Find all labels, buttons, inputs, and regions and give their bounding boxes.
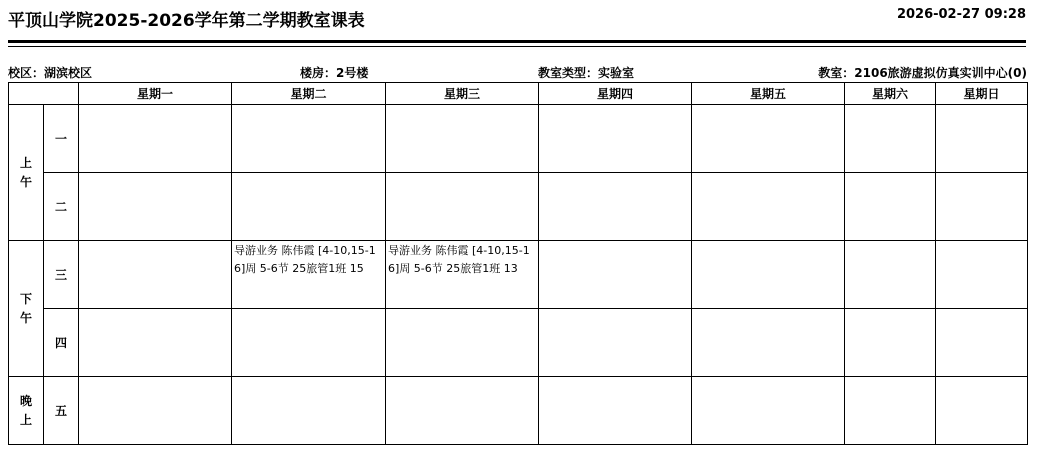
schedule-cell <box>845 241 936 309</box>
period-row <box>9 173 1028 241</box>
schedule-cell <box>79 105 232 173</box>
period-number: 四 <box>44 309 79 377</box>
day-header: 星期二 <box>232 83 386 105</box>
schedule-cell <box>936 377 1028 445</box>
schedule-cell <box>232 105 386 173</box>
schedule-cell <box>845 105 936 173</box>
day-header: 星期一 <box>79 83 232 105</box>
schedule-cell <box>936 241 1028 309</box>
schedule-cell <box>936 173 1028 241</box>
day-header: 星期六 <box>845 83 936 105</box>
schedule-table <box>8 82 1028 445</box>
period-row <box>9 241 1028 309</box>
course-entry: 导游业务 陈伟霞 [4-10,15-16]周 5-6节 25旅管1班 15 <box>234 244 376 275</box>
schedule-cell <box>539 377 692 445</box>
schedule-cell <box>539 309 692 377</box>
period-group-evening <box>9 377 44 445</box>
schedule-cell <box>539 105 692 173</box>
period-row <box>9 105 1028 173</box>
period-group-char: 下 <box>19 291 32 306</box>
period-group-morning <box>9 105 44 241</box>
room-info: 教室：2106旅游虚拟仿真实训中心(0) <box>818 66 1027 80</box>
schedule-cell <box>232 241 386 309</box>
print-timestamp: 2026-02-27 09:28 <box>896 7 1026 22</box>
schedule-cell <box>386 241 539 309</box>
building-info: 楼房：2号楼 <box>300 66 369 80</box>
schedule-cell <box>692 105 845 173</box>
day-header: 星期五 <box>692 83 845 105</box>
period-number: 五 <box>44 377 79 445</box>
period-group-char: 午 <box>19 310 32 325</box>
period-number: 一 <box>44 105 79 173</box>
schedule-cell <box>232 377 386 445</box>
course-entry: 导游业务 陈伟霞 [4-10,15-16]周 5-6节 25旅管1班 13 <box>388 244 530 275</box>
header-rule-thick <box>8 40 1026 43</box>
period-row <box>9 377 1028 445</box>
day-header: 星期四 <box>539 83 692 105</box>
schedule-cell <box>692 309 845 377</box>
period-group-char: 上 <box>19 412 32 427</box>
schedule-cell <box>539 241 692 309</box>
schedule-cell <box>692 377 845 445</box>
corner-cell <box>9 83 79 105</box>
period-group-char: 午 <box>19 174 32 189</box>
header-rule-thin <box>8 46 1026 47</box>
period-group-char: 晚 <box>19 393 32 408</box>
schedule-cell <box>386 309 539 377</box>
period-row <box>9 309 1028 377</box>
room-type-info: 教室类型：实验室 <box>538 66 635 80</box>
campus-info: 校区：湖滨校区 <box>8 66 93 80</box>
schedule-cell <box>692 173 845 241</box>
schedule-cell <box>936 105 1028 173</box>
schedule-cell <box>936 309 1028 377</box>
schedule-cell <box>845 309 936 377</box>
period-group-char: 上 <box>19 155 32 170</box>
schedule-cell <box>845 377 936 445</box>
day-header-row <box>9 83 1028 105</box>
schedule-cell <box>79 241 232 309</box>
schedule-cell <box>232 173 386 241</box>
schedule-cell <box>386 377 539 445</box>
schedule-cell <box>692 241 845 309</box>
schedule-cell <box>79 173 232 241</box>
schedule-cell <box>845 173 936 241</box>
schedule-cell <box>79 309 232 377</box>
period-group-afternoon <box>9 241 44 377</box>
period-number: 三 <box>44 241 79 309</box>
schedule-cell <box>386 105 539 173</box>
page-title: 平顶山学院2025-2026学年第二学期教室课表 <box>8 11 365 31</box>
day-header: 星期日 <box>936 83 1028 105</box>
period-number: 二 <box>44 173 79 241</box>
schedule-cell <box>232 309 386 377</box>
schedule-cell <box>79 377 232 445</box>
schedule-cell <box>539 173 692 241</box>
day-header: 星期三 <box>386 83 539 105</box>
schedule-cell <box>386 173 539 241</box>
